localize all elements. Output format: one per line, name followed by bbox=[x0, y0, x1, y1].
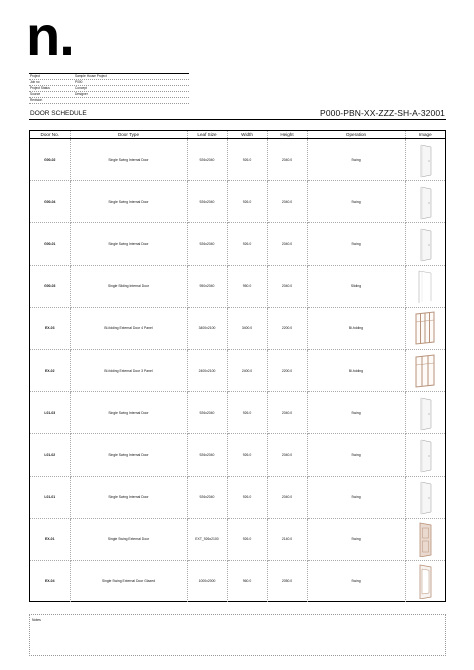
cell-image bbox=[405, 392, 445, 434]
cell-width: 926.0 bbox=[227, 223, 267, 265]
column-header: Width bbox=[227, 131, 267, 139]
cell-type: Single Swing Internal Door bbox=[70, 476, 187, 518]
cell-image bbox=[405, 139, 445, 181]
info-row-revision bbox=[29, 98, 189, 104]
cell-type: Bi-folding External Door 3 Panel bbox=[70, 349, 187, 391]
column-header: Leaf Size bbox=[187, 131, 227, 139]
cell-op: Bi-folding bbox=[307, 307, 405, 349]
cell-height: 2140.0 bbox=[267, 518, 307, 560]
cell-no: EX-01 bbox=[30, 518, 70, 560]
white-door-icon bbox=[406, 395, 446, 431]
cell-height: 2040.0 bbox=[267, 392, 307, 434]
cell-height: 2040.0 bbox=[267, 265, 307, 307]
schedule-title: DOOR SCHEDULE bbox=[30, 110, 87, 117]
info-label: Project Status bbox=[30, 86, 50, 90]
cell-type: Single Swing Internal Door bbox=[70, 392, 187, 434]
glazed-external-door-icon bbox=[406, 563, 446, 599]
info-label: Job no bbox=[30, 80, 40, 84]
cell-no: L01-02 bbox=[30, 434, 70, 476]
cell-image bbox=[405, 434, 445, 476]
cell-no: EX-04 bbox=[30, 560, 70, 602]
project-info-block bbox=[29, 73, 189, 104]
cell-image bbox=[405, 349, 445, 391]
cell-no: L01-03 bbox=[30, 392, 70, 434]
white-door-icon bbox=[406, 479, 446, 515]
table-row bbox=[30, 476, 445, 518]
door-schedule-table-frame bbox=[29, 130, 446, 602]
cell-height: 2050.0 bbox=[267, 560, 307, 602]
cell-height: 2200.0 bbox=[267, 349, 307, 391]
cell-image bbox=[405, 560, 445, 602]
cell-image bbox=[405, 518, 445, 560]
info-label: Project bbox=[30, 74, 40, 78]
cell-op: Swing bbox=[307, 518, 405, 560]
table-row bbox=[30, 434, 445, 476]
cell-height: 2200.0 bbox=[267, 307, 307, 349]
cell-width: 926.0 bbox=[227, 476, 267, 518]
cell-width: 926.0 bbox=[227, 181, 267, 223]
cell-leaf: 926x2040 bbox=[187, 139, 227, 181]
cell-image bbox=[405, 181, 445, 223]
cell-height: 2040.0 bbox=[267, 223, 307, 265]
cell-op: Bi-folding bbox=[307, 349, 405, 391]
cell-height: 2040.0 bbox=[267, 434, 307, 476]
cell-type: Single Swing Internal Door bbox=[70, 181, 187, 223]
cell-width: 950.0 bbox=[227, 265, 267, 307]
door-schedule-table bbox=[30, 131, 445, 602]
bifold-3-panel-icon bbox=[406, 353, 446, 389]
cell-no: EX-03 bbox=[30, 307, 70, 349]
table-row bbox=[30, 560, 445, 602]
column-header: Height bbox=[267, 131, 307, 139]
cell-op: Swing bbox=[307, 434, 405, 476]
cell-image bbox=[405, 223, 445, 265]
table-row bbox=[30, 392, 445, 434]
info-value: Concept bbox=[75, 86, 87, 90]
cell-width: 926.0 bbox=[227, 518, 267, 560]
cell-leaf: 1000x2000 bbox=[187, 560, 227, 602]
table-row bbox=[30, 265, 445, 307]
info-label: Revision bbox=[30, 98, 43, 102]
cell-type: Single Swing External Door Glazed bbox=[70, 560, 187, 602]
cell-no: G00-01 bbox=[30, 223, 70, 265]
schedule-title-bar bbox=[29, 107, 446, 120]
cell-no: EX-02 bbox=[30, 349, 70, 391]
white-door-icon bbox=[406, 437, 446, 473]
cell-width: 926.0 bbox=[227, 139, 267, 181]
external-panel-door-icon bbox=[406, 521, 446, 557]
cell-type: Single Swing External Door bbox=[70, 518, 187, 560]
cell-leaf: 950x2040 bbox=[187, 265, 227, 307]
table-row bbox=[30, 307, 445, 349]
cell-image bbox=[405, 265, 445, 307]
cell-op: Swing bbox=[307, 223, 405, 265]
cell-leaf: 926x2040 bbox=[187, 392, 227, 434]
column-header: Door Type bbox=[70, 131, 187, 139]
cell-op: Swing bbox=[307, 139, 405, 181]
cell-no: G00-04 bbox=[30, 181, 70, 223]
table-row bbox=[30, 181, 445, 223]
notes-label: Notes bbox=[32, 618, 41, 622]
cell-leaf: 926x2040 bbox=[187, 181, 227, 223]
cell-leaf: 926x2040 bbox=[187, 476, 227, 518]
table-row bbox=[30, 139, 445, 181]
table-row bbox=[30, 223, 445, 265]
cell-op: Swing bbox=[307, 476, 405, 518]
cell-width: 3400.0 bbox=[227, 307, 267, 349]
cell-no: L01-01 bbox=[30, 476, 70, 518]
cell-no: G00-03 bbox=[30, 265, 70, 307]
white-door-icon bbox=[406, 184, 446, 220]
cell-height: 2040.0 bbox=[267, 476, 307, 518]
cell-height: 2040.0 bbox=[267, 181, 307, 223]
cell-op: Sliding bbox=[307, 265, 405, 307]
cell-type: Single Sliding Internal Door bbox=[70, 265, 187, 307]
table-row bbox=[30, 518, 445, 560]
cell-leaf: 3400x2100 bbox=[187, 307, 227, 349]
info-value: P000 bbox=[75, 80, 83, 84]
company-logo: n. bbox=[26, 4, 74, 67]
cell-leaf: 2400x2100 bbox=[187, 349, 227, 391]
white-door-icon bbox=[406, 142, 446, 178]
cell-image bbox=[405, 307, 445, 349]
column-header: Operation bbox=[307, 131, 405, 139]
cell-type: Bi-folding External Door 4 Panel bbox=[70, 307, 187, 349]
white-door-icon bbox=[406, 226, 446, 262]
info-value: Sample House Project bbox=[75, 74, 107, 78]
cell-width: 960.0 bbox=[227, 560, 267, 602]
table-header-row bbox=[30, 131, 445, 139]
cell-width: 926.0 bbox=[227, 392, 267, 434]
bifold-4-panel-icon bbox=[406, 310, 446, 346]
column-header: Image bbox=[405, 131, 445, 139]
table-row bbox=[30, 349, 445, 391]
cell-leaf: 926x2040 bbox=[187, 223, 227, 265]
cell-type: Single Swing Internal Door bbox=[70, 139, 187, 181]
cell-op: Swing bbox=[307, 560, 405, 602]
notes-box bbox=[29, 614, 446, 656]
info-value: Designer bbox=[75, 92, 88, 96]
cell-type: Single Swing Internal Door bbox=[70, 223, 187, 265]
info-label: Source bbox=[30, 92, 41, 96]
cell-no: G00-02 bbox=[30, 139, 70, 181]
cell-height: 2040.0 bbox=[267, 139, 307, 181]
cell-width: 926.0 bbox=[227, 434, 267, 476]
cell-type: Single Swing Internal Door bbox=[70, 434, 187, 476]
info-value bbox=[75, 98, 189, 103]
cell-leaf: 926x2040 bbox=[187, 434, 227, 476]
cell-op: Swing bbox=[307, 181, 405, 223]
cell-width: 2400.0 bbox=[227, 349, 267, 391]
cell-op: Swing bbox=[307, 392, 405, 434]
column-header: Door No. bbox=[30, 131, 70, 139]
cell-leaf: EXT_926x2100 bbox=[187, 518, 227, 560]
sheet-code: P000-PBN-XX-ZZZ-SH-A-32001 bbox=[320, 108, 445, 118]
cell-image bbox=[405, 476, 445, 518]
sliding-door-icon bbox=[406, 268, 446, 304]
